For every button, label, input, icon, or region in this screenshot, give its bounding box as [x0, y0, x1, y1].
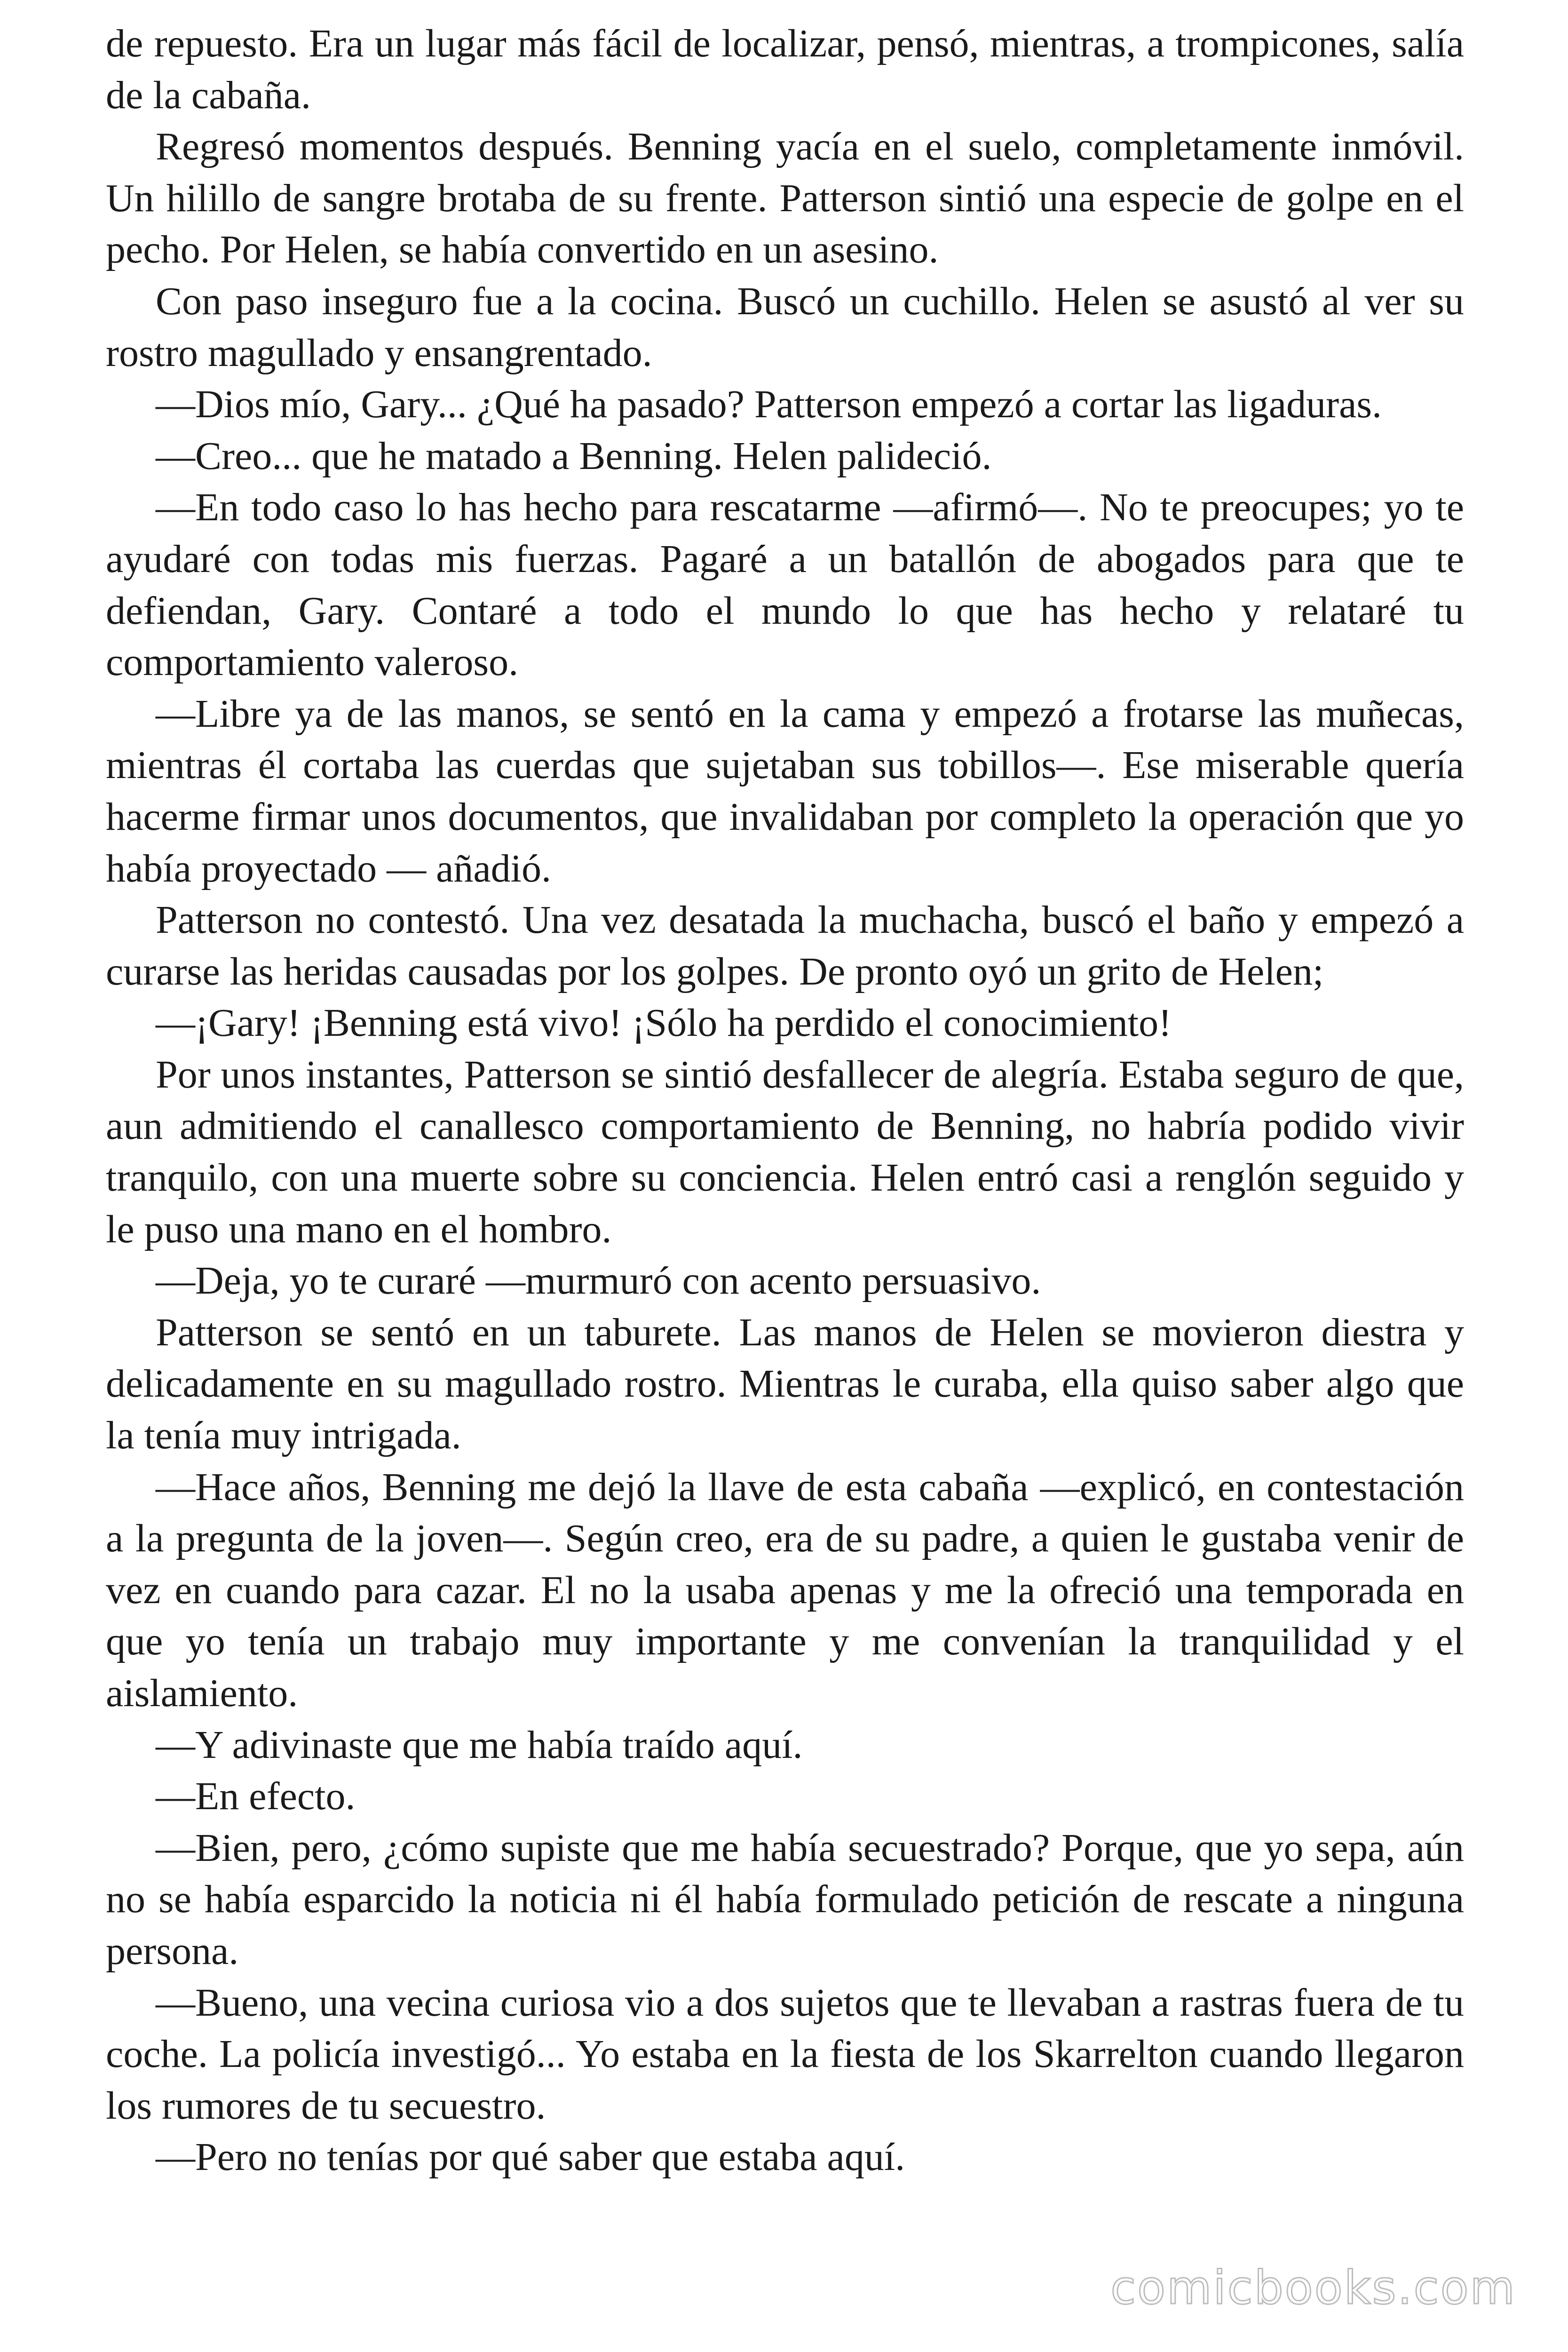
paragraph: —Dios mío, Gary... ¿Qué ha pasado? Patterson empezó a cortar las ligaduras. — [156, 382, 1382, 427]
paragraph: —Deja, yo te curaré —murmuró con acento persuasivo. — [156, 1259, 1041, 1303]
watermark: comicbooks.com — [1110, 2261, 1516, 2315]
paragraph: —Hace años, Benning me dejó la llave de esta cabaña —explicó, en contestación a la pregunta de la joven—. Según creo, era de su padre, a quien le gustaba venir de vez en cuando para cazar. El no la usaba apenas y me la ofreció una temporada en que yo tenía un trabajo muy importante y me convenían la tranquilidad y el aislamiento. — [106, 1465, 1464, 1715]
paragraph: —Pero no tenías por qué saber que estaba aquí. — [156, 2135, 905, 2179]
paragraph: Patterson se sentó en un taburete. Las manos de Helen se movieron diestra y delicadamente en su magullado rostro. Mientras le curaba, ella quiso saber algo que la tenía muy intrigada. — [106, 1310, 1464, 1458]
page-body — [106, 18, 1464, 2183]
paragraph: —Bien, pero, ¿cómo supiste que me había secuestrado? Porque, que yo sepa, aún no se había esparcido la noticia ni él había formulado petición de rescate a ninguna persona. — [106, 1826, 1464, 1973]
paragraph: —En todo caso lo has hecho para rescatarme —afirmó—. No te preocupes; yo te ayudaré con todas mis fuerzas. Pagaré a un batallón de abogados para que te defiendan, Gary. Contaré a todo el mundo lo que has hecho y relataré tu comportamiento valeroso. — [106, 485, 1464, 684]
paragraph: Por unos instantes, Patterson se sintió desfallecer de alegría. Estaba seguro de que, aun admitiendo el canallesco comportamiento de Benning, no habría podido vivir tranquilo, con una muerte sobre su conciencia. Helen entró casi a renglón seguido y le puso una mano en el hombro. — [106, 1052, 1464, 1251]
paragraph: —Bueno, una vecina curiosa vio a dos sujetos que te llevaban a rastras fuera de tu coche. La policía investigó... Yo estaba en la fiesta de los Skarrelton cuando llegaron los rumores de tu secuestro. — [106, 1980, 1464, 2128]
paragraph: Regresó momentos después. Benning yacía en el suelo, completamente inmóvil. Un hilillo de sangre brotaba de su frente. Patterson sintió una especie de golpe en el pecho. Por Helen, se había convertido en un asesino. — [106, 125, 1464, 272]
paragraph: —Creo... que he matado a Benning. Helen palideció. — [156, 434, 992, 478]
paragraph: Patterson no contestó. Una vez desatada la muchacha, buscó el baño y empezó a curarse las heridas causadas por los golpes. De pronto oyó un grito de Helen; — [106, 898, 1464, 993]
paragraph: de repuesto. Era un lugar más fácil de localizar, pensó, mientras, a trompicones, salía de la cabaña. — [106, 22, 1464, 117]
paragraph: Con paso inseguro fue a la cocina. Buscó un cuchillo. Helen se asustó al ver su rostro magullado y ensangrentado. — [106, 279, 1464, 375]
paragraph: —¡Gary! ¡Benning está vivo! ¡Sólo ha perdido el conocimiento! — [156, 1001, 1172, 1045]
paragraph: —Libre ya de las manos, se sentó en la cama y empezó a frotarse las muñecas, mientras él cortaba las cuerdas que sujetaban sus tobillos—. Ese miserable quería hacerme firmar unos documentos, que invalidaban por completo la operación que yo había proyectado — añadió. — [106, 691, 1464, 890]
paragraph: —Y adivinaste que me había traído aquí. — [156, 1723, 803, 1767]
paragraph: —En efecto. — [156, 1774, 356, 1819]
